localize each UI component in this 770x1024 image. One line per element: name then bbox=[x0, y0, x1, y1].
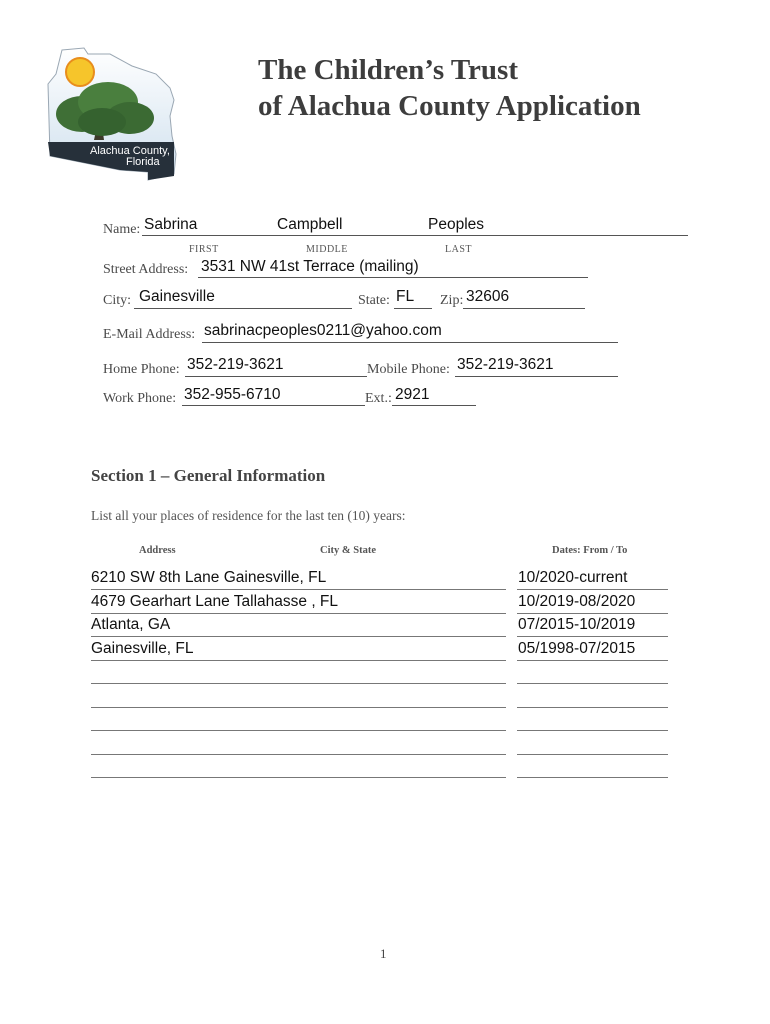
residence-dates-cell[interactable]: 05/1998-07/2015 bbox=[518, 640, 636, 657]
residence-address-cell[interactable]: 6210 SW 8th Lane Gainesville, FL bbox=[91, 569, 327, 586]
residence-address-underline bbox=[91, 777, 506, 778]
page-title-line2: of Alachua County Application bbox=[258, 90, 641, 122]
name-label: Name: bbox=[103, 222, 141, 237]
work-phone-underline bbox=[182, 405, 365, 406]
state-underline bbox=[394, 308, 432, 309]
residence-address-cell[interactable]: Atlanta, GA bbox=[91, 616, 171, 633]
residence-dates-underline bbox=[517, 707, 668, 708]
residence-dates-underline bbox=[517, 683, 668, 684]
residence-address-underline bbox=[91, 730, 506, 731]
ext-underline bbox=[392, 405, 476, 406]
last-sub-label: LAST bbox=[445, 244, 472, 255]
residence-dates-underline bbox=[517, 730, 668, 731]
street-address-value[interactable]: 3531 NW 41st Terrace (mailing) bbox=[201, 258, 419, 275]
street-address-underline bbox=[198, 277, 588, 278]
logo-text-line1: Alachua County, bbox=[90, 145, 170, 157]
zip-label: Zip: bbox=[440, 293, 464, 308]
first-sub-label: FIRST bbox=[189, 244, 219, 255]
residence-address-underline bbox=[91, 660, 506, 661]
city-underline bbox=[134, 308, 352, 309]
ext-value[interactable]: 2921 bbox=[395, 386, 430, 403]
residence-dates-underline bbox=[517, 777, 668, 778]
first-name-value[interactable]: Sabrina bbox=[144, 216, 198, 233]
zip-value[interactable]: 32606 bbox=[466, 288, 510, 305]
residence-dates-underline bbox=[517, 636, 668, 637]
residence-dates-underline bbox=[517, 589, 668, 590]
residence-address-underline bbox=[91, 589, 506, 590]
residence-dates-cell[interactable]: 10/2019-08/2020 bbox=[518, 593, 636, 610]
middle-sub-label: MIDDLE bbox=[306, 244, 348, 255]
residence-instruction: List all your places of residence for the last ten (10) years: bbox=[91, 508, 406, 523]
page-title-line1: The Children’s Trust bbox=[258, 54, 518, 86]
column-header-dates: Dates: From / To bbox=[552, 545, 628, 556]
residence-dates-underline bbox=[517, 660, 668, 661]
residence-address-underline bbox=[91, 636, 506, 637]
street-address-label: Street Address: bbox=[103, 262, 189, 277]
mobile-phone-value[interactable]: 352-219-3621 bbox=[457, 356, 554, 373]
middle-name-value[interactable]: Campbell bbox=[277, 216, 343, 233]
residence-address-cell[interactable]: 4679 Gearhart Lane Tallahasse , FL bbox=[91, 593, 339, 610]
state-label: State: bbox=[358, 293, 390, 308]
state-value[interactable]: FL bbox=[396, 288, 415, 305]
work-phone-label: Work Phone: bbox=[103, 391, 177, 406]
residence-address-underline bbox=[91, 707, 506, 708]
email-label: E-Mail Address: bbox=[103, 327, 196, 342]
email-value[interactable]: sabrinacpeoples0211@yahoo.com bbox=[204, 322, 442, 339]
section-1-heading: Section 1 – General Information bbox=[91, 466, 326, 485]
logo-text-line2: Florida bbox=[126, 156, 160, 168]
work-phone-value[interactable]: 352-955-6710 bbox=[184, 386, 281, 403]
ext-label: Ext.: bbox=[365, 391, 392, 406]
residence-address-underline bbox=[91, 613, 506, 614]
residence-address-underline bbox=[91, 754, 506, 755]
column-header-address: Address bbox=[139, 545, 176, 556]
alachua-county-logo bbox=[44, 44, 184, 184]
residence-dates-cell[interactable]: 10/2020-current bbox=[518, 569, 628, 586]
home-phone-value[interactable]: 352-219-3621 bbox=[187, 356, 284, 373]
residence-address-underline bbox=[91, 683, 506, 684]
home-phone-label: Home Phone: bbox=[103, 362, 180, 377]
page-number: 1 bbox=[380, 946, 387, 961]
mobile-phone-underline bbox=[455, 376, 618, 377]
home-phone-underline bbox=[185, 376, 367, 377]
city-value[interactable]: Gainesville bbox=[139, 288, 215, 305]
residence-dates-underline bbox=[517, 754, 668, 755]
residence-dates-cell[interactable]: 07/2015-10/2019 bbox=[518, 616, 636, 633]
residence-dates-underline bbox=[517, 613, 668, 614]
name-underline bbox=[142, 235, 688, 236]
residence-address-cell[interactable]: Gainesville, FL bbox=[91, 640, 194, 657]
zip-underline bbox=[463, 308, 585, 309]
column-header-city-state: City & State bbox=[320, 545, 376, 556]
city-label: City: bbox=[103, 293, 132, 308]
last-name-value[interactable]: Peoples bbox=[428, 216, 485, 233]
email-underline bbox=[202, 342, 618, 343]
mobile-phone-label: Mobile Phone: bbox=[367, 362, 450, 377]
